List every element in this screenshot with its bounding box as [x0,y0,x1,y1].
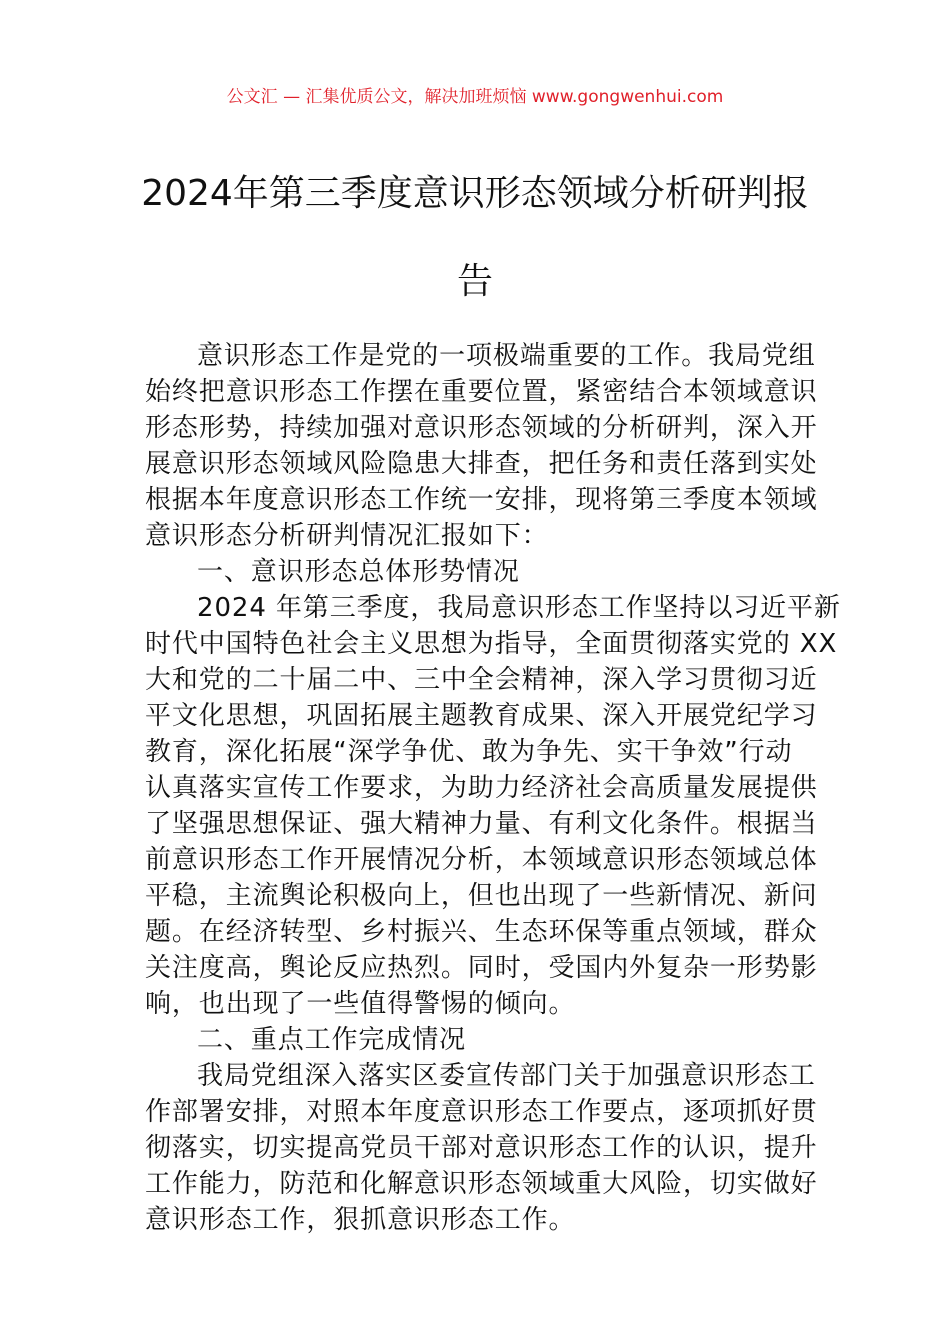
paragraph-line: 认真落实宣传工作要求，为助力经济社会高质量发展提供 [145,773,818,803]
document-body [145,338,841,1238]
title-line-2: 告 [456,261,493,302]
paragraph-line: 作部署安排，对照本年度意识形态工作要点，逐项抓好贯 [145,1097,818,1127]
paragraph-line: 意识形态分析研判情况汇报如下： [145,521,549,551]
paragraph-line: 展意识形态领域风险隐患大排查，把任务和责任落到实处 [145,449,818,479]
paragraph-line: 平稳，主流舆论积极向上，但也出现了一些新情况、新问 [145,881,818,911]
paragraph-line: 形态形势，持续加强对意识形态领域的分析研判，深入开 [145,413,818,443]
title-line-1: 2024年第三季度意识形态领域分析研判报 [141,173,809,214]
paragraph-line: 平文化思想，巩固拓展主题教育成果、深入开展党纪学习 [145,701,818,731]
section-heading-2: 二、重点工作完成情况 [197,1025,467,1055]
section-heading-1: 一、意识形态总体形势情况 [197,557,520,587]
paragraph-line: 工作能力，防范和化解意识形态领域重大风险，切实做好 [145,1169,818,1199]
paragraph-line: 始终把意识形态工作摆在重要位置，紧密结合本领域意识 [145,377,818,407]
paragraph-line: 彻落实，切实提高党员干部对意识形态工作的认识，提升 [145,1133,818,1163]
watermark-header: 公文汇 — 汇集优质公文，解决加班烦恼 www.gongwenhui.com [226,87,724,107]
paragraph-line: 大和党的二十届二中、三中全会精神，深入学习贯彻习近 [145,665,818,695]
paragraph-line: 意识形态工作是党的一项极端重要的工作。我局党组 [197,341,816,371]
paragraph-line: 2024 年第三季度，我局意识形态工作坚持以习近平新 [197,593,841,623]
paragraph-line: 教育，深化拓展“深学争优、敢为争先、实干争效”行动 [145,737,793,767]
paragraph-line: 我局党组深入落实区委宣传部门关于加强意识形态工 [197,1061,816,1091]
paragraph-line: 了坚强思想保证、强大精神力量、有利文化条件。根据当 [145,809,818,839]
paragraph-line: 时代中国特色社会主义思想为指导，全面贯彻落实党的 XX [145,629,838,659]
document-title [140,150,810,326]
paragraph-line: 响，也出现了一些值得警惕的倾向。 [145,989,576,1019]
paragraph-line: 前意识形态工作开展情况分析，本领域意识形态领域总体 [145,845,818,875]
paragraph-line: 根据本年度意识形态工作统一安排，现将第三季度本领域 [145,485,818,515]
paragraph-line: 关注度高，舆论反应热烈。同时，受国内外复杂一形势影 [145,953,818,983]
paragraph-line: 意识形态工作，狠抓意识形态工作。 [145,1205,576,1235]
paragraph-line: 题。在经济转型、乡村振兴、生态环保等重点领域，群众 [145,917,818,947]
